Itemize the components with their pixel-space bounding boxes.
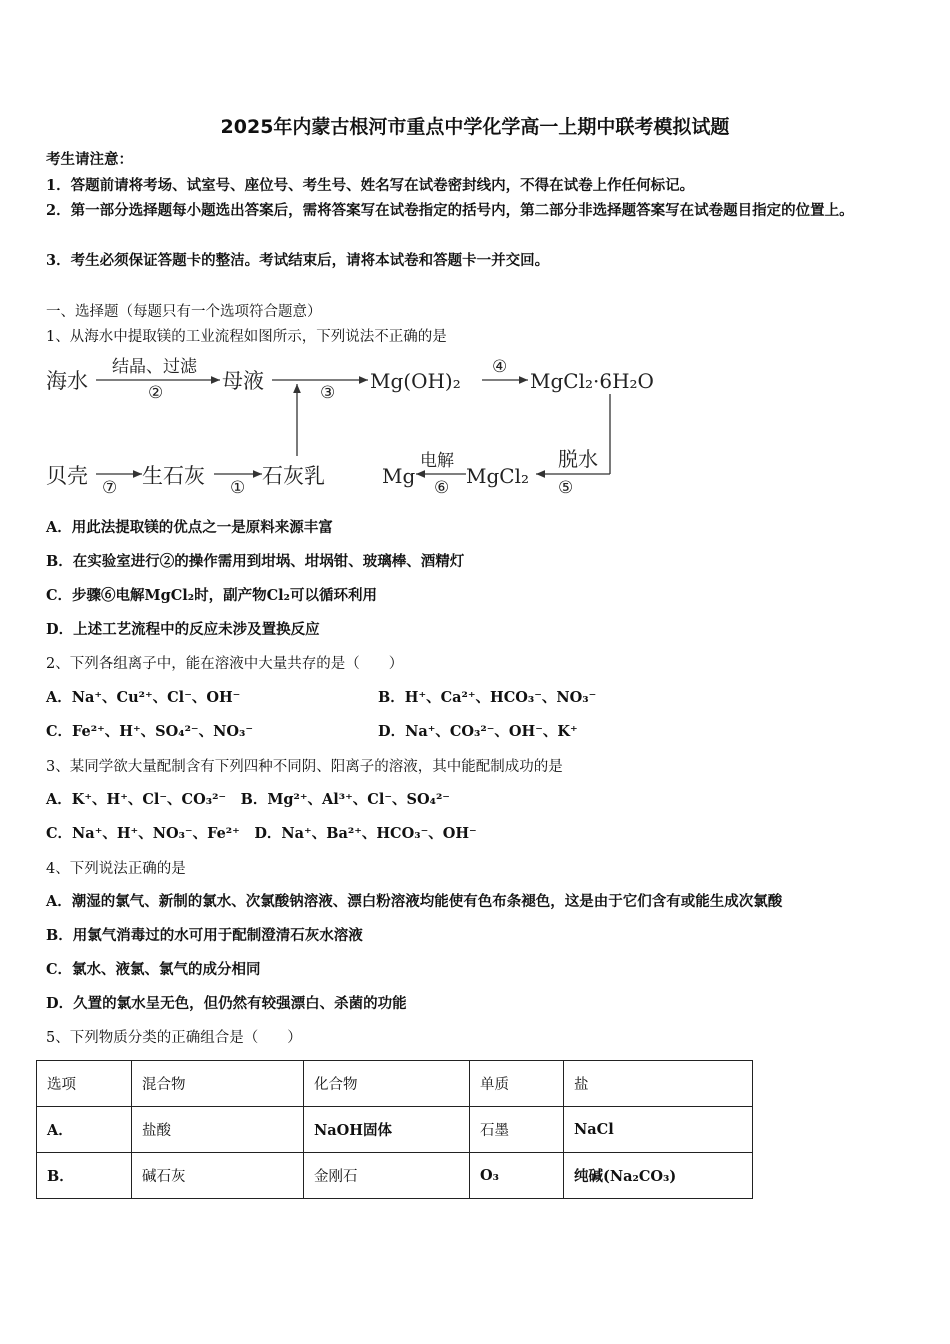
header-compound: 化合物: [304, 1061, 470, 1107]
cell-mixture: 碱石灰: [132, 1153, 304, 1199]
q2-option-c: C．Fe²⁺、H⁺、SO₄²⁻、NO₃⁻: [46, 723, 253, 740]
cell-option: B．: [37, 1153, 132, 1199]
q2-stem: 2、下列各组离子中，能在溶液中大量共存的是（ ）: [46, 656, 404, 672]
flow-step7: ⑦: [102, 478, 118, 498]
flow-step3: ③: [320, 383, 336, 403]
header-mixture: 混合物: [132, 1061, 304, 1107]
cell-option: A．: [37, 1107, 132, 1153]
flow-step2-label: 结晶、过滤: [112, 357, 197, 377]
flow-step6-label: 电解: [420, 451, 454, 471]
q3-options-ab: A．K⁺、H⁺、Cl⁻、CO₃²⁻ B．Mg²⁺、Al³⁺、Cl⁻、SO₄²⁻: [46, 791, 450, 808]
q4-option-d: D．久置的氯水呈无色，但仍然有较强漂白、杀菌的功能: [46, 995, 407, 1012]
q4-option-a: A．潮湿的氯气、新制的氯水、次氯酸钠溶液、漂白粉溶液均能使有色布条褪色，这是由于它们含有或能生成次氯酸: [46, 893, 783, 910]
cell-salt: 纯碱(Na₂CO₃): [564, 1153, 753, 1199]
cell-compound: NaOH固体: [304, 1107, 470, 1153]
flow-mother-liquor: 母液: [222, 369, 264, 393]
flow-mgoh2: Mg(OH)₂: [370, 369, 461, 393]
q1-option-c: C．步骤⑥电解MgCl₂时，副产物Cl₂可以循环利用: [46, 587, 378, 604]
q2-option-b: B．H⁺、Ca²⁺、HCO₃⁻、NO₃⁻: [378, 689, 597, 706]
q2-option-d: D．Na⁺、CO₃²⁻、OH⁻、K⁺: [378, 723, 578, 740]
flow-step4: ④: [492, 357, 508, 377]
header-element: 单质: [470, 1061, 564, 1107]
q3-stem: 3、某同学欲大量配制含有下列四种不同阴、阳离子的溶液，其中能配制成功的是: [46, 759, 563, 775]
q1-option-b: B．在实验室进行②的操作需用到坩埚、坩埚钳、玻璃棒、酒精灯: [46, 553, 465, 570]
section-heading: 一、选择题（每题只有一个选项符合题意）: [46, 304, 322, 320]
q1-option-d: D．上述工艺流程中的反应未涉及置换反应: [46, 621, 320, 638]
flow-step2: ②: [148, 383, 164, 403]
notice-item-2: 2．第一部分选择题每小题选出答案后，需将答案写在试卷指定的括号内，第二部分非选择题答案写在试卷题目指定的位置上。: [46, 202, 854, 219]
q5-stem: 5、下列物质分类的正确组合是（ ）: [46, 1030, 302, 1046]
page-title: 2025年内蒙古根河市重点中学化学高一上期中联考模拟试题: [220, 116, 730, 138]
flow-mg: Mg: [382, 464, 416, 488]
flow-seawater: 海水: [46, 369, 88, 393]
q1-stem: 1、从海水中提取镁的工业流程如图所示，下列说法不正确的是: [46, 329, 447, 345]
notice-heading: 考生请注意：: [46, 151, 133, 168]
flow-mgcl2: MgCl₂: [466, 464, 529, 488]
table-header-row: [37, 1061, 753, 1107]
flow-mgcl2-hydrate: MgCl₂·6H₂O: [530, 369, 654, 393]
cell-salt: NaCl: [564, 1107, 753, 1153]
flow-step5: ⑤: [558, 478, 574, 498]
cell-mixture: 盐酸: [132, 1107, 304, 1153]
flow-step6: ⑥: [434, 478, 450, 498]
header-option: 选项: [37, 1061, 132, 1107]
flow-lime-milk: 石灰乳: [262, 464, 325, 488]
header-salt: 盐: [564, 1061, 753, 1107]
flow-quicklime: 生石灰: [142, 464, 205, 488]
table-row: [37, 1107, 753, 1153]
q1-option-a: A．用此法提取镁的优点之一是原料来源丰富: [46, 519, 333, 536]
q2-option-a: A．Na⁺、Cu²⁺、Cl⁻、OH⁻: [46, 689, 241, 706]
cell-compound: 金刚石: [304, 1153, 470, 1199]
q3-options-cd: C．Na⁺、H⁺、NO₃⁻、Fe²⁺ D．Na⁺、Ba²⁺、HCO₃⁻、OH⁻: [46, 825, 477, 842]
flow-step1: ①: [230, 478, 246, 498]
notice-item-3: 3．考生必须保证答题卡的整洁。考试结束后，请将本试卷和答题卡一并交回。: [46, 252, 550, 269]
classification-table: [36, 1060, 753, 1199]
q4-option-b: B．用氯气消毒过的水可用于配制澄清石灰水溶液: [46, 927, 363, 944]
q4-stem: 4、下列说法正确的是: [46, 861, 186, 877]
flow-step5-label: 脱水: [558, 447, 598, 471]
q4-option-c: C．氯水、液氯、氯气的成分相同: [46, 961, 261, 978]
cell-element: O₃: [470, 1153, 564, 1199]
flow-shell: 贝壳: [46, 464, 88, 488]
cell-element: 石墨: [470, 1107, 564, 1153]
notice-item-1: 1．答题前请将考场、试室号、座位号、考生号、姓名写在试卷密封线内，不得在试卷上作任何标记。: [46, 177, 695, 194]
magnesium-flow-diagram: [44, 352, 684, 502]
table-row: [37, 1153, 753, 1199]
